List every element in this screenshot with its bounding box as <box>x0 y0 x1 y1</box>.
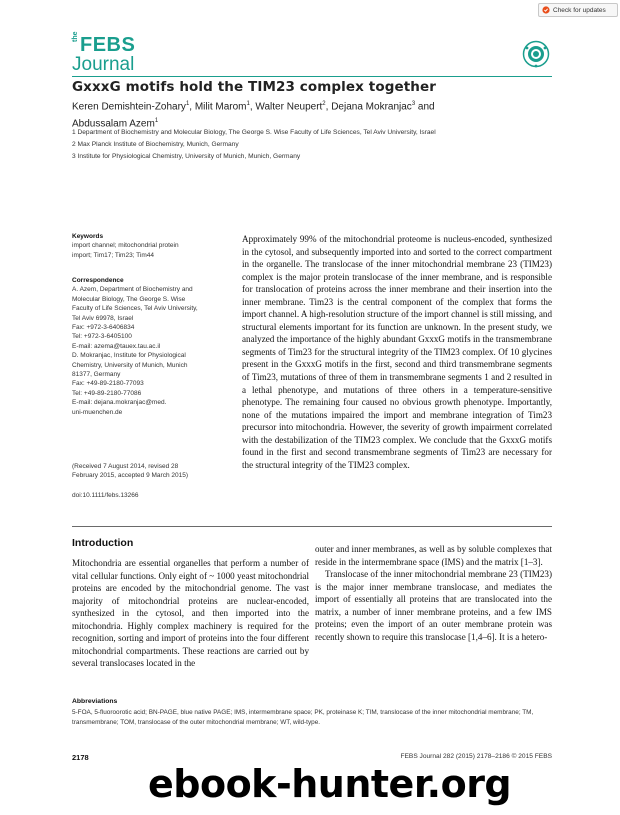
correspondence-line: Tel Aviv 69978, Israel <box>72 314 134 322</box>
affiliation-1: 1 Department of Biochemistry and Molecular Biology, The George S. Wise Faculty of Life Sciences, Tel Aviv University, Israel <box>72 129 436 136</box>
abbreviations-heading: Abbreviations <box>72 698 118 705</box>
check-updates-label: Check for updates <box>553 6 606 14</box>
author-line-1 <box>72 97 502 114</box>
keywords-heading: Keywords <box>72 233 104 240</box>
correspondence-line: Molecular Biology, The George S. Wise <box>72 295 186 303</box>
received-line: February 2015, accepted 9 March 2015) <box>72 472 188 480</box>
author-affiliation-marker: 1 <box>246 101 250 107</box>
affiliation-3: 3 Institute for Physiological Chemistry, University of Munich, Munich, Germany <box>72 153 301 160</box>
correspondence-line: A. Azem, Department of Biochemistry and <box>72 286 193 294</box>
keywords-line: import; Tim17; Tim23; Tim44 <box>72 251 154 259</box>
author-name: Walter Neupert <box>255 101 323 113</box>
header-rule <box>72 76 552 77</box>
author-name: Dejana Mokranjac <box>331 101 412 113</box>
correspondence-line: Tel: +972-3-6405100 <box>72 333 132 341</box>
check-for-updates-button[interactable] <box>538 3 618 17</box>
intro-paragraph: Translocase of the inner mitochondrial membrane 23 (TIM23) is the major inner membrane translocase, and mediates the import of essentially all proteins that are translocated into the matrix, a number of inner membrane proteins, and a few IMS proteins; even the import of an outer membrane protein was recently shown to require this translocase [1,4–6]. It is a hetero- <box>315 569 552 642</box>
doi[interactable]: doi:10.1111/febs.13266 <box>72 492 139 499</box>
logo-the: the <box>72 31 79 42</box>
abstract-text: Approximately 99% of the mitochondrial proteome is nucleus-encoded, synthesized in the cytosol, and subsequently imported into and sorted to the correct compartment in the organelle. The translocase of the inner mitochondrial membrane 23 (TIM23) complex is the major protein translocase of the inner membrane, and is responsible for translocation of proteins across the inner membrane and their insertion into the inner membrane. Tim23 is the central component of the complex that forms the import channel. A high-resolution structure of the import channel is still missing, and structural elements important for its function are unknown. In the present study, we analyzed the importance of the highly abundant GxxxG motifs in the transmembrane segments of Tim23 for the structural integrity of the TIM23 complex. Of 10 glycines present in the GxxxG motifs in the first, second and third transmembrane segments of Tim23, mutations of three of them in transmembrane segments 1 and 2 resulted in a lethal phenotype, and mutations of three others in a temperature-sensitive phenotype. The remaining four caused no obvious growth phenotype. Importantly, none of the mutations impaired the import and membrane integration of Tim23 precursor into mitochondria. However, the severity of growth impairment correlated with the destabilization of the TIM23 complex. We conclude that the GxxxG motifs found in the first and second transmembrane segments of Tim23 are necessary for the structural integrity of the TIM23 complex. <box>242 234 552 470</box>
intro-paragraph: outer and inner membranes, as well as by soluble complexes that reside in the intermembrane space (IMS) and the matrix [1–3]. <box>315 544 552 567</box>
abstract-rule <box>72 526 552 527</box>
section-heading-introduction: Introduction <box>72 537 134 549</box>
author-name: Abdussalam Azem <box>72 118 155 130</box>
correspondence-line: uni-muenchen.de <box>72 408 123 416</box>
intro-right-column <box>315 543 552 643</box>
logo-febs: FEBS <box>80 34 136 56</box>
author-affiliation-marker: 2 <box>322 101 326 107</box>
author-affiliation-marker: 1 <box>154 118 159 125</box>
author-separator: , <box>325 101 332 113</box>
logo-journal: Journal <box>72 54 135 75</box>
correspondence-line[interactable]: E-mail: azema@tauex.tau.ac.il <box>72 342 161 350</box>
footer-citation: FEBS Journal 282 (2015) 2178–2186 © 2015 FEBS <box>400 753 552 760</box>
author-name: Keren Demishtein-Zohary <box>72 101 186 113</box>
correspondence-heading: Correspondence <box>72 277 124 284</box>
author-separator: , <box>249 101 256 113</box>
correspondence-line[interactable]: E-mail: dejana.mokranjac@med. <box>72 399 167 407</box>
correspondence-block <box>72 276 232 417</box>
author-list <box>72 97 502 132</box>
received-line: (Received 7 August 2014, revised 28 <box>72 463 179 470</box>
check-updates-icon <box>542 6 550 14</box>
author-affiliation-marker: 3 <box>411 101 416 107</box>
intro-left-column <box>72 557 309 670</box>
abbreviations-text: 5-FOA, 5-fluoroorotic acid; BN-PAGE, blue native PAGE; IMS, intermembrane space; PK, proteinase K; TIM, translocase of the inner mitochondrial membrane; TM, transmembrane; TOM, translocase of the outer mitochondrial membrane; WT, wild-type. <box>72 709 534 726</box>
author-separator: and <box>415 101 435 113</box>
article-title: GxxxG motifs hold the TIM23 complex together <box>72 79 436 95</box>
received-dates <box>72 462 232 481</box>
keywords-block <box>72 232 232 260</box>
watermark: ebook-hunter.org <box>148 762 512 806</box>
author-affiliation-marker: 1 <box>185 101 190 107</box>
intro-paragraph: Mitochondria are essential organelles that perform a number of vital cellular functions. Only eight of ~ 1000 yeast mitochondrial proteins are encoded by the mitochondrial genome. The vast majority of mitochondrial proteins are nuclear-encoded, synthesized in the cytosol, and then imported into the mitochondria. Highly complex machinery is required for the recognition, sorting and import of proteins into the four different mitochondrial compartments. These reactions are carried out by several translocases located in the <box>72 558 309 669</box>
author-name: Milit Marom <box>194 101 247 113</box>
correspondence-line: Fax: +49-89-2180-77093 <box>72 380 144 388</box>
author-separator: , <box>189 101 195 113</box>
febs-journal-logo <box>72 31 148 78</box>
correspondence-line: Tel: +49-89-2180-77086 <box>72 389 142 397</box>
correspondence-line: D. Mokranjac, Institute for Physiological <box>72 352 186 360</box>
correspondence-line: 81377, Germany <box>72 371 121 379</box>
page-number: 2178 <box>72 753 89 762</box>
correspondence-line: Fax: +972-3-6406834 <box>72 324 135 332</box>
correspondence-line: Chemistry, University of Munich, Munich <box>72 361 188 369</box>
febs-emblem-icon <box>522 40 550 68</box>
affiliation-2: 2 Max Planck Institute of Biochemistry, Munich, Germany <box>72 141 239 148</box>
correspondence-line: Faculty of Life Sciences, Tel Aviv University, <box>72 305 198 313</box>
correspondence-lines <box>72 285 232 417</box>
keywords-line: import channel; mitochondrial protein <box>72 242 179 250</box>
